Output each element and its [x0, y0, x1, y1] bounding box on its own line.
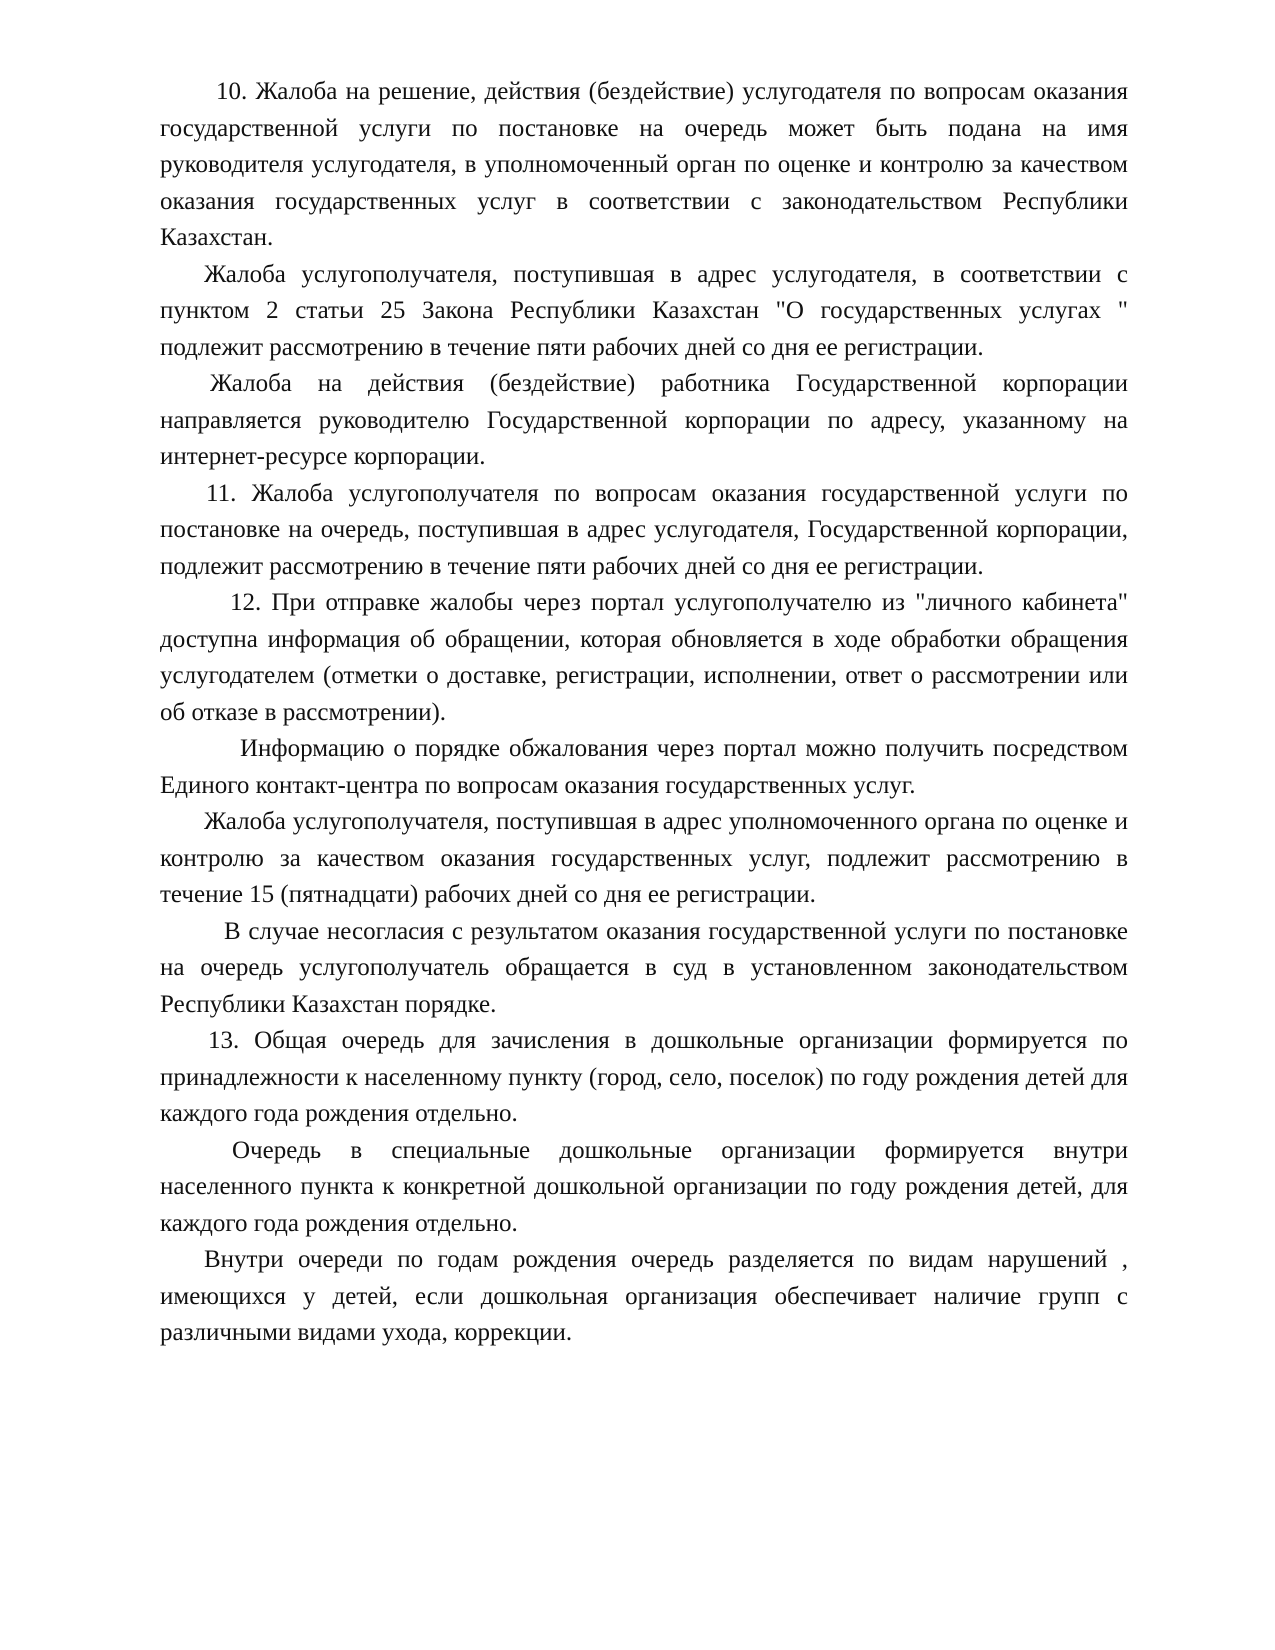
paragraph-court-appeal: В случае несогласия с результатом оказания государственной услуги по постановке на очередь услугополучатель обращается в суд в установленном законодательством Республики Казахстан порядке.	[160, 917, 1128, 1018]
paragraph-contact-center-info: Информацию о порядке обжалования через портал можно получить посредством Единого контакт-центра по вопросам оказания государственных услуг.	[160, 735, 1128, 799]
paragraph-11-complaint-review: 11. Жалоба услугополучателя по вопросам оказания государственной услуги по постановке на очередь, поступившая в адрес услугодателя, Государственной корпорации, подлежит рассмотрению в течение пяти рабочих дней со дня ее регистрации.	[160, 479, 1128, 580]
paragraph-special-queue: Очередь в специальные дошкольные организации формируется внутри населенного пункта к конкретной дошкольной организации по году рождения детей, для каждого года рождения отдельно.	[160, 1136, 1128, 1237]
paragraph-13-general-queue: 13. Общая очередь для зачисления в дошкольные организации формируется по принадлежности к населенному пункту (город, село, поселок) по году рождения детей для каждого года рождения отдельно.	[160, 1027, 1128, 1127]
paragraph-queue-by-disorder: Внутри очереди по годам рождения очередь разделяется по видам нарушений , имеющихся у детей, если дошкольная организация обеспечивает наличие групп с различными видами ухода, коррекции.	[160, 1246, 1128, 1346]
paragraph-10-complaint: 10. Жалоба на решение, действия (бездействие) услугодателя по вопросам оказания государственной услуги по постановке на очередь может быть подана на имя руководителя услугодателя, в уполномоченный орган по оценке и контролю за качеством оказания государственных услуг в соответствии с законодательством Республики Казахстан.	[160, 78, 1128, 251]
paragraph-complaint-to-provider: Жалоба услугополучателя, поступившая в адрес услугодателя, в соответствии с пунктом 2 статьи 25 Закона Республики Казахстан "О государственных услугах " подлежит рассмотрению в течение пяти рабочих дней со дня ее регистрации.	[160, 260, 1128, 361]
paragraph-complaint-state-corporation: Жалоба на действия (бездействие) работника Государственной корпорации направляется руководителю Государственной корпорации по адресу, указанному на интернет-ресурсе корпорации.	[160, 370, 1128, 470]
paragraph-authorized-body-complaint: Жалоба услугополучателя, поступившая в адрес уполномоченного органа по оценке и контролю за качеством оказания государственных услуг, подлежит рассмотрению в течение 15 (пятнадцати) рабочих дней со дня ее регистрации.	[160, 808, 1128, 908]
paragraph-12-portal-complaint: 12. При отправке жалобы через портал услугополучателю из "личного кабинета" доступна информация об обращении, которая обновляется в ходе обработки обращения услугодателем (отметки о доставке, регистрации, исполнении, ответ о рассмотрении или об отказе в рассмотрении).	[160, 589, 1128, 726]
document-page	[160, 74, 1128, 1352]
